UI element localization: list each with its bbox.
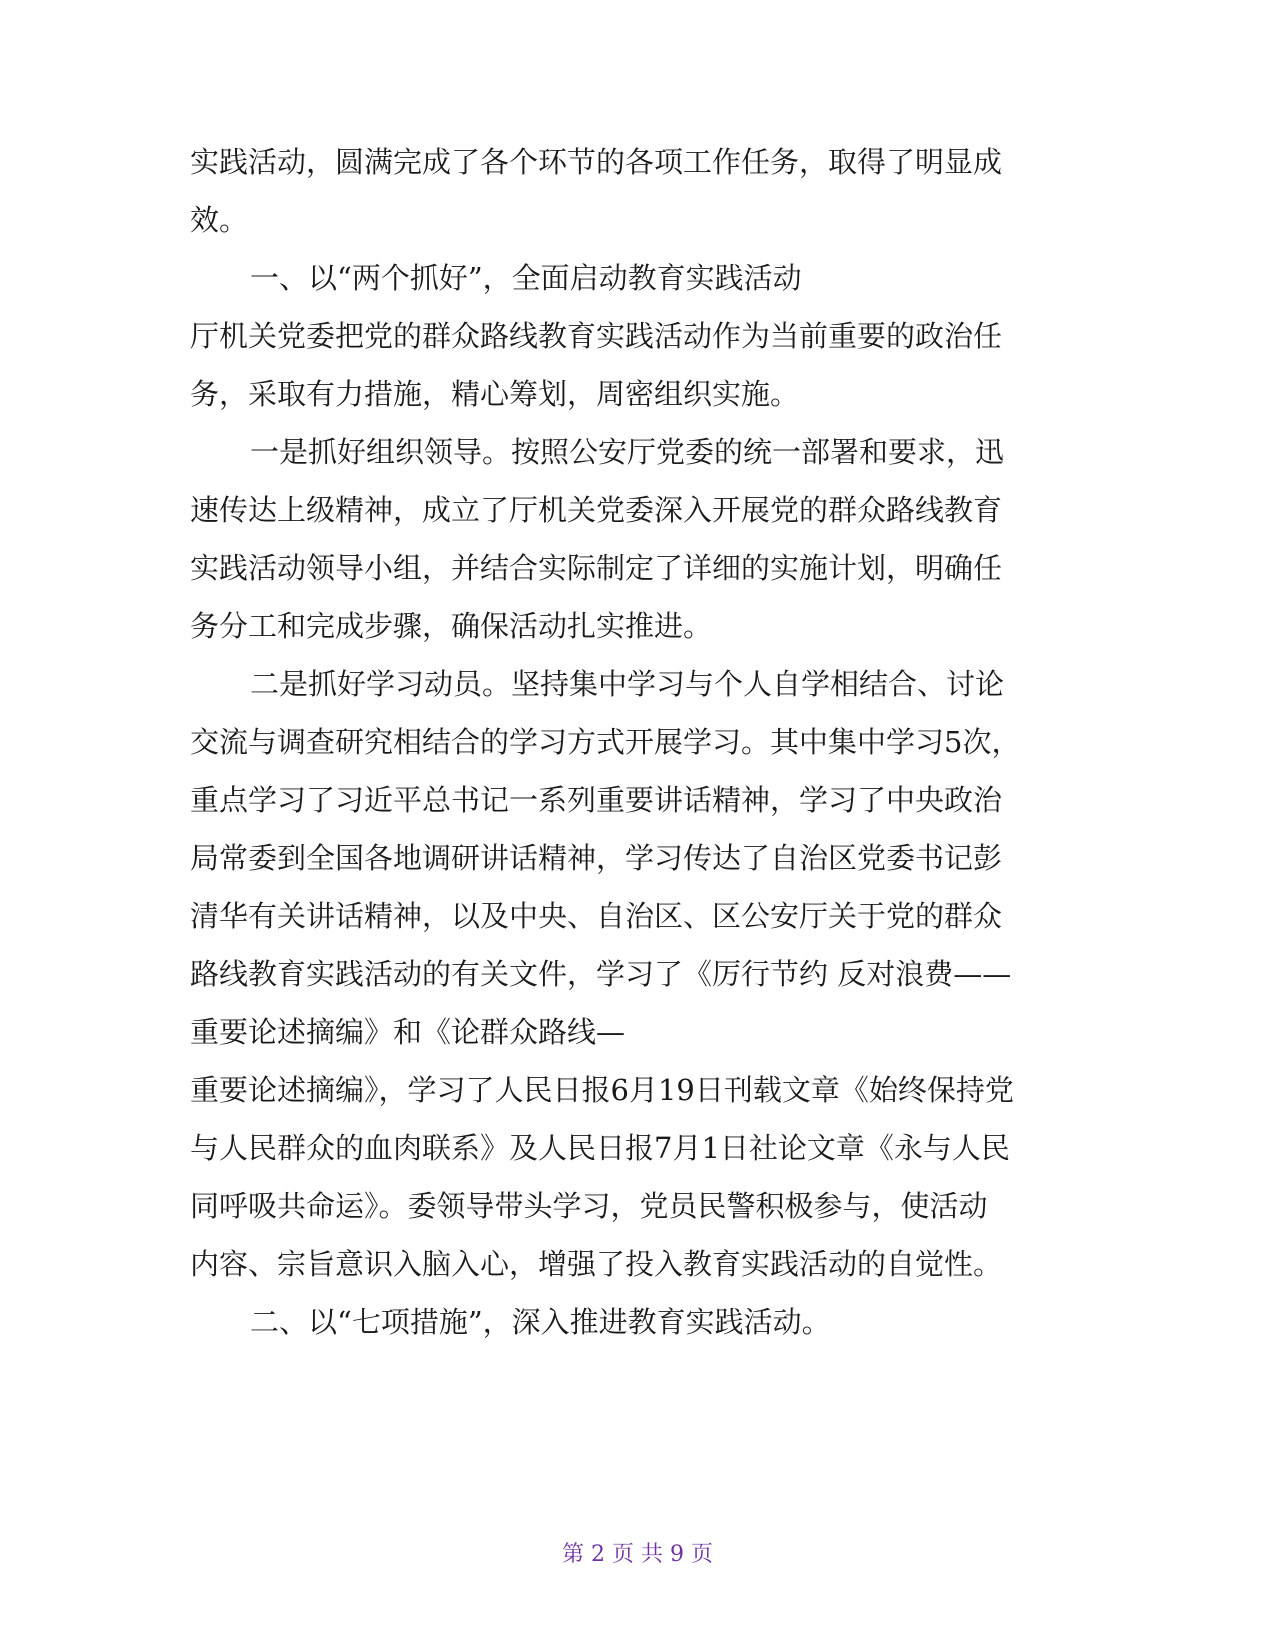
text-line: 清华有关讲话精神，以及中央、自治区、区公安厅关于党的群众 [190,899,1003,933]
text-line: 务，采取有力措施，精心筹划，周密组织实施。 [190,377,800,411]
text-line: 效。 [190,203,249,237]
text-line: 同呼吸共命运》。委领导带头学习，党员民警积极参与，使活动 [190,1189,988,1223]
text-line: 内容、宗旨意识入脑入心，增强了投入教育实践活动的自觉性。 [190,1247,1003,1281]
text-line: 务分工和完成步骤，确保活动扎实推进。 [190,609,713,643]
text-line: 二是抓好学习动员。坚持集中学习与个人自学相结合、讨论 [250,667,1005,701]
text-line: 与人民群众的血肉联系》及人民日报7月1日社论文章《永与人民 [190,1131,1010,1165]
text-line: 一是抓好组织领导。按照公安厅党委的统一部署和要求，迅 [250,435,1005,469]
text-line: 重要论述摘编》，学习了人民日报6月19日刊载文章《始终保持党 [190,1073,1014,1107]
text-line: 速传达上级精神，成立了厅机关党委深入开展党的群众路线教育 [190,493,1003,527]
text-line: 路线教育实践活动的有关文件，学习了《厉行节约 反对浪费—— [190,957,1012,991]
text-line: 厅机关党委把党的群众路线教育实践活动作为当前重要的政治任 [190,319,1003,353]
page-number-footer: 第 2 页 共 9 页 [562,1542,713,1567]
text-line: 交流与调查研究相结合的学习方式开展学习。其中集中学习5次， [190,725,1021,759]
section-heading: 一、以“两个抓好”，全面启动教育实践活动 [250,261,802,295]
text-line: 重要论述摘编》和《论群众路线— [190,1015,626,1049]
text-line: 实践活动领导小组，并结合实际制定了详细的实施计划，明确任 [190,551,1003,585]
section-heading: 二、以“七项措施”，深入推进教育实践活动。 [250,1305,831,1339]
text-line: 重点学习了习近平总书记一系列重要讲话精神，学习了中央政治 [190,783,1003,817]
text-line: 局常委到全国各地调研讲话精神，学习传达了自治区党委书记彭 [190,841,1003,875]
text-line: 实践活动，圆满完成了各个环节的各项工作任务，取得了明显成 [190,145,1003,179]
